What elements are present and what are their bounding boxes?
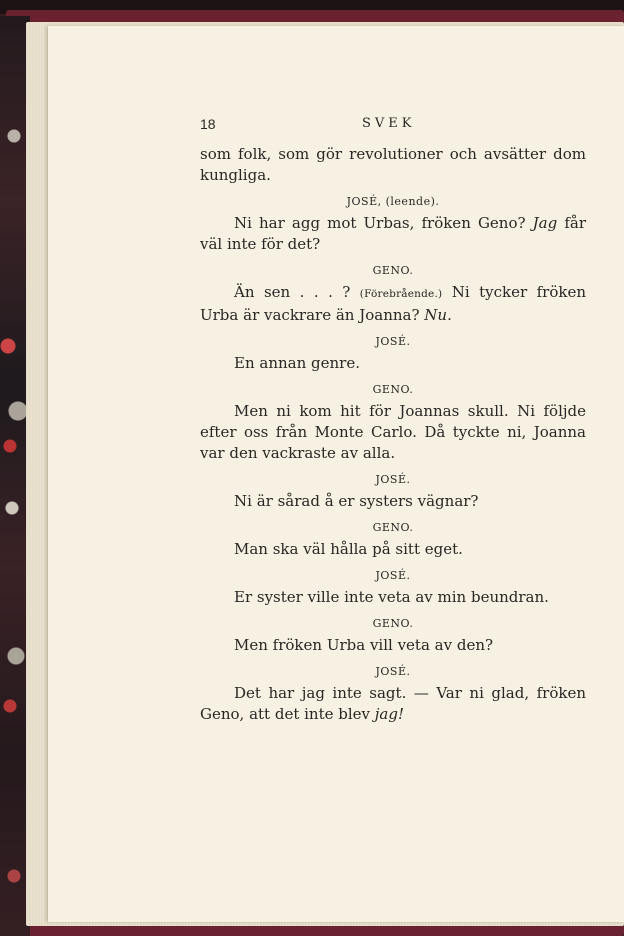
dialogue-line: Man ska väl hålla på sitt eget.	[234, 540, 463, 558]
emphasis-text: jag!	[374, 705, 405, 723]
page-header	[200, 112, 586, 136]
speaker-name: JOSÉ.	[375, 569, 411, 582]
dialogue-text: får väl inte för det?	[200, 214, 586, 253]
dialogue-text: Det har jag inte sagt. — Var ni glad, fröken Geno, att det inte blev	[200, 684, 586, 723]
speaker-name: JOSÉ.	[375, 473, 411, 486]
page-text-block	[200, 112, 586, 725]
speaker-name: GENO.	[372, 617, 414, 630]
running-head: SVEK	[362, 116, 416, 131]
dialogue-line: Er syster ville inte veta av min beundran.	[234, 588, 549, 606]
dialogue-text: Ni tycker fröken Urba är vackrare än Joanna?	[200, 283, 586, 324]
dialogue-text: Ni har agg mot Urbas, fröken Geno?	[234, 214, 533, 232]
speaker-name: GENO.	[372, 264, 414, 277]
speaker-name: GENO.	[372, 521, 414, 534]
dialogue-line	[200, 683, 586, 725]
dialogue-line: Ni är sårad å er systers vägnar?	[234, 492, 479, 510]
dialogue-line	[200, 213, 586, 255]
emphasis-text: Jag	[532, 214, 558, 232]
stage-direction: (Förebrående.)	[359, 288, 443, 300]
speaker-name	[200, 195, 586, 208]
speaker-name: GENO.	[372, 383, 414, 396]
speaker-name: JOSÉ.	[375, 665, 411, 678]
page-number: 18	[200, 116, 216, 132]
dialogue-line: En annan genre.	[234, 354, 360, 372]
dialogue-line: Men fröken Urba vill veta av den?	[234, 636, 494, 654]
emphasis-text: Nu.	[424, 306, 452, 324]
dialogue-line	[200, 282, 586, 326]
stage-direction: (leende).	[385, 195, 440, 208]
dialogue-line: Men ni kom hit för Joannas skull. Ni följde efter oss från Monte Carlo. Då tyckte ni, Joanna var den vackraste av alla.	[200, 402, 586, 462]
dialogue-text: Än sen . . . ?	[234, 283, 360, 301]
speaker-label: JOSÉ,	[346, 195, 382, 208]
speaker-name: JOSÉ.	[375, 335, 411, 348]
dialogue-line: som folk, som gör revolutioner och avsätter dom kungliga.	[200, 145, 586, 184]
